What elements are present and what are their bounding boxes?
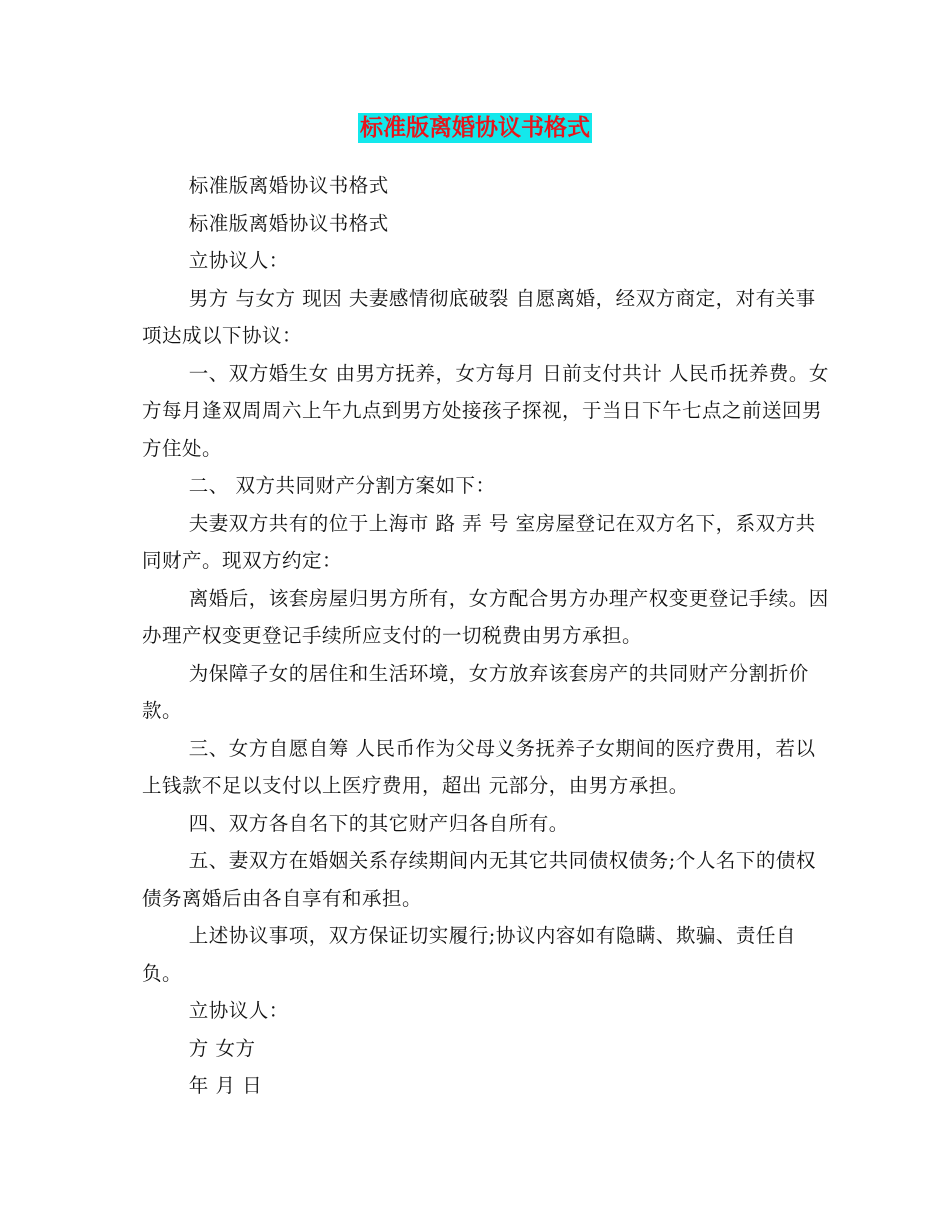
paragraph-clause-5: 五、妻双方在婚姻关系存续期间内无其它共同债权债务;个人名下的债权债务离婚后由各自享有和承担。: [142, 849, 816, 910]
paragraph-guarantee: 上述协议事项，双方保证切实履行;协议内容如有隐瞒、欺骗、责任自负。: [142, 924, 796, 985]
paragraph-heading-2: 标准版离婚协议书格式: [188, 211, 389, 235]
title-container: [0, 113, 950, 143]
paragraph-clause-1: 一、双方婚生女 由男方抚养，女方每月 日前支付共计 人民币抚养费。女方每月逢双周周六上午九点到男方处接孩子探视，于当日下午七点之前送回男方住处。: [142, 361, 829, 460]
paragraph-intro: 男方 与女方 现因 夫妻感情彻底破裂 自愿离婚，经双方商定，对有关事项达成以下协议：: [142, 286, 816, 347]
document-title: 标准版离婚协议书格式: [360, 115, 590, 141]
paragraph-signatories: 方 女方: [188, 1036, 256, 1060]
paragraph-property-ownership: 离婚后，该套房屋归男方所有，女方配合男方办理产权变更登记手续。因办理产权变更登记手续所应支付的一切税费由男方承担。: [142, 586, 829, 647]
paragraph-parties-label: 立协议人：: [188, 249, 289, 272]
paragraph-heading-1: 标准版离婚协议书格式: [188, 174, 389, 197]
paragraph-clause-2-heading: 二、 双方共同财产分割方案如下：: [188, 474, 496, 497]
paragraph-property-waiver: 为保障子女的居住和生活环境，女方放弃该套房产的共同财产分割折价款。: [142, 661, 809, 722]
document-body: [142, 167, 832, 1105]
paragraph-signature-label: 立协议人：: [188, 999, 289, 1022]
paragraph-property: 夫妻双方共有的位于上海市 路 弄 号 室房屋登记在双方名下，系双方共同财产。现双方约定：: [142, 511, 816, 572]
paragraph-clause-3: 三、女方自愿自筹 人民币作为父母义务抚养子女期间的医疗费用，若以上钱款不足以支付以上医疗费用，超出 元部分，由男方承担。: [142, 736, 816, 797]
paragraph-clause-4: 四、双方各自名下的其它财产归各自所有。: [188, 811, 569, 835]
paragraph-date: 年 月 日: [188, 1074, 263, 1097]
